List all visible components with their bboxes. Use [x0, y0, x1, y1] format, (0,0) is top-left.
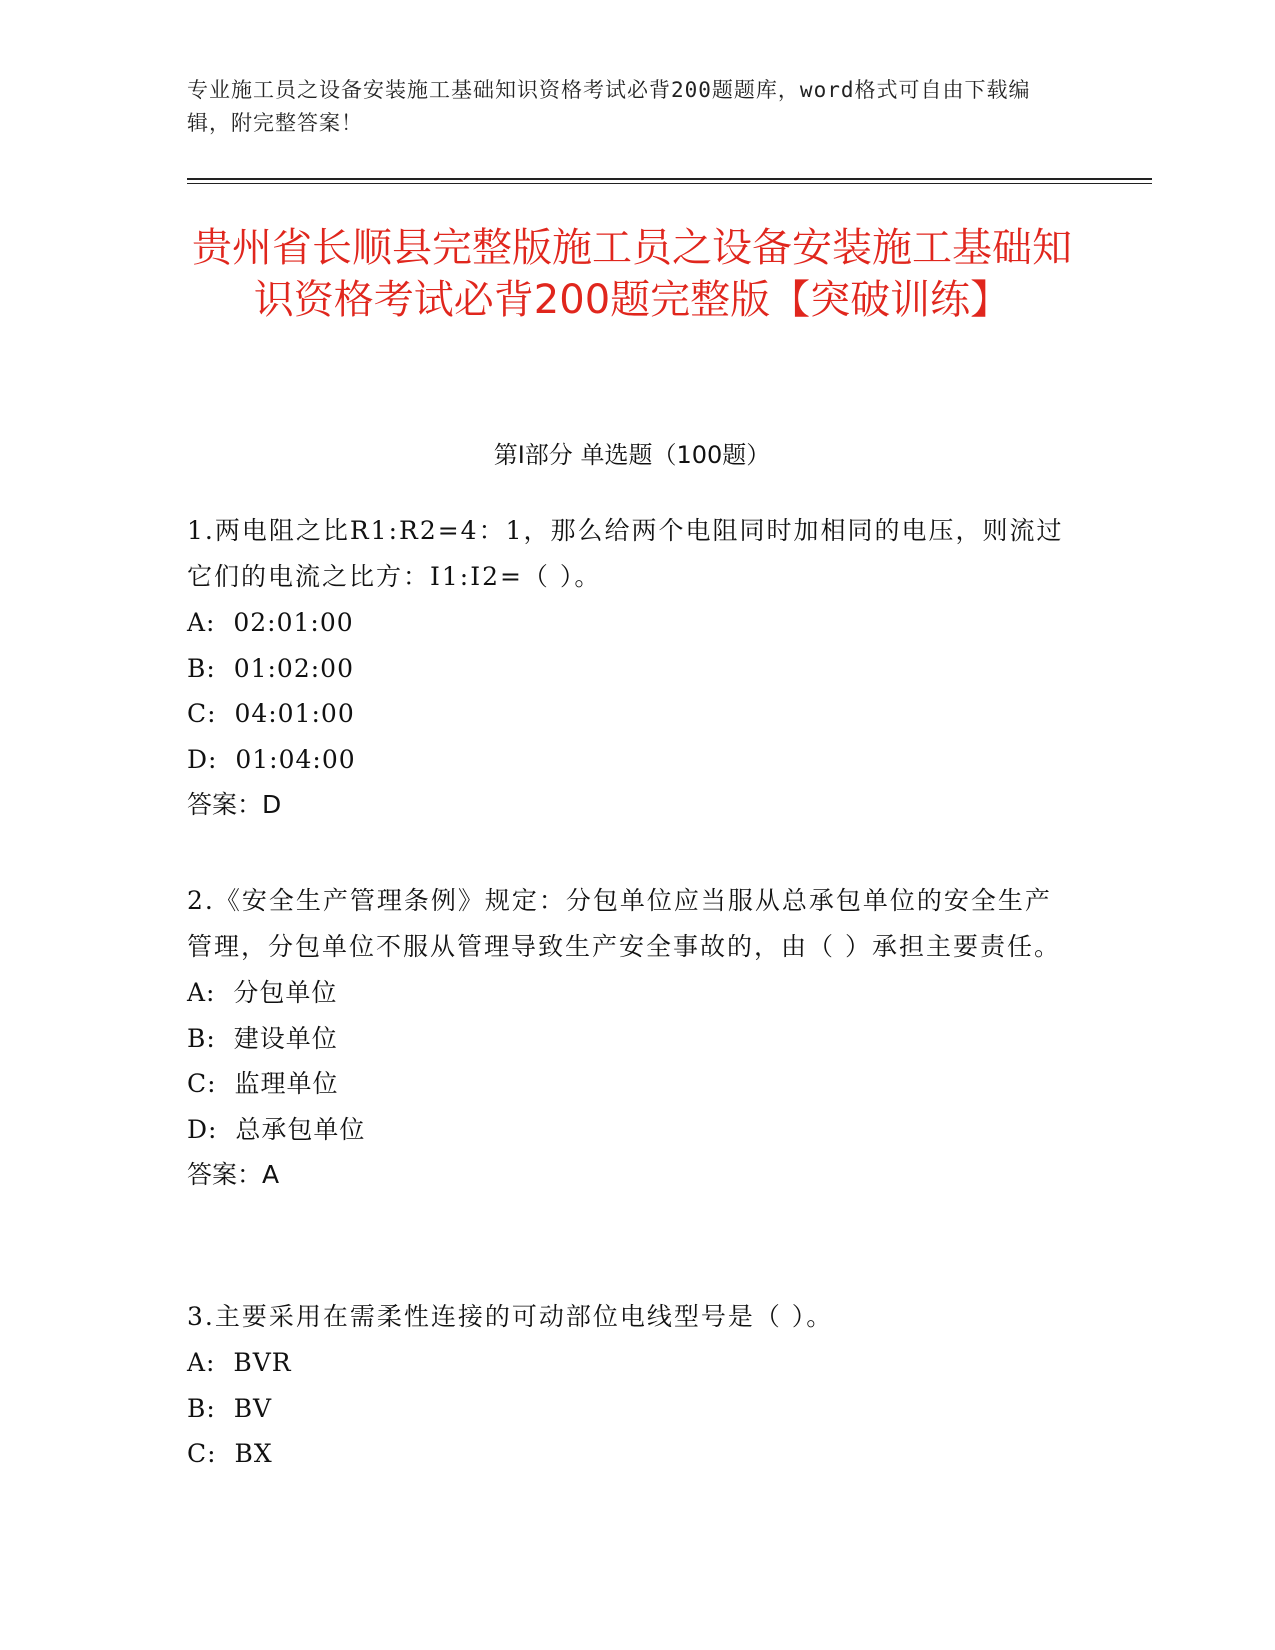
question-stem: 2.《安全生产管理条例》规定：分包单位应当服从总承包单位的安全生产管理，分包单位不服从管理导致生产安全事故的，由（ ）承担主要责任。 — [187, 886, 1061, 961]
question-2 — [187, 878, 1077, 1198]
header-divider-thin — [187, 183, 1152, 184]
answer-label: 答案： — [187, 790, 263, 819]
option-a: A: BVR — [187, 1348, 292, 1377]
header-divider-thick — [187, 178, 1152, 180]
answer-line — [187, 782, 1077, 828]
option-b: B: 01:02:00 — [187, 653, 354, 683]
document-title: 贵州省长顺县完整版施工员之设备安装施工基础知识资格考试必背200题完整版【突破训练】 — [192, 225, 1072, 323]
question-stem: 1.两电阻之比R1:R2=4：1，那么给两个电阻同时加相同的电压，则流过它们的电流之比方：I1:I2=（ ）。 — [187, 516, 1064, 591]
header-note: 专业施工员之设备安装施工基础知识资格考试必背200题题库，word格式可自由下载编辑，附完整答案！ — [187, 78, 1031, 135]
answer-value: D — [262, 790, 282, 819]
question-3 — [187, 1294, 1077, 1477]
option-a: A: 分包单位 — [187, 978, 338, 1007]
question-1 — [187, 508, 1077, 828]
option-a: A: 02:01:00 — [187, 608, 354, 637]
option-c: C: BX — [187, 1439, 273, 1468]
answer-value: A — [262, 1160, 280, 1189]
option-b: B: BV — [187, 1393, 273, 1423]
option-c: C: 监理单位 — [187, 1069, 339, 1098]
answer-line — [187, 1152, 1077, 1198]
option-d: D: 总承包单位 — [187, 1114, 366, 1144]
answer-label: 答案： — [187, 1160, 263, 1189]
question-stem: 3.主要采用在需柔性连接的可动部位电线型号是（ ）。 — [187, 1302, 834, 1331]
option-b: B: 建设单位 — [187, 1023, 338, 1053]
option-d: D: 01:04:00 — [187, 744, 356, 774]
option-c: C: 04:01:00 — [187, 699, 355, 728]
section-title: 第I部分 单选题（100题） — [493, 441, 771, 469]
